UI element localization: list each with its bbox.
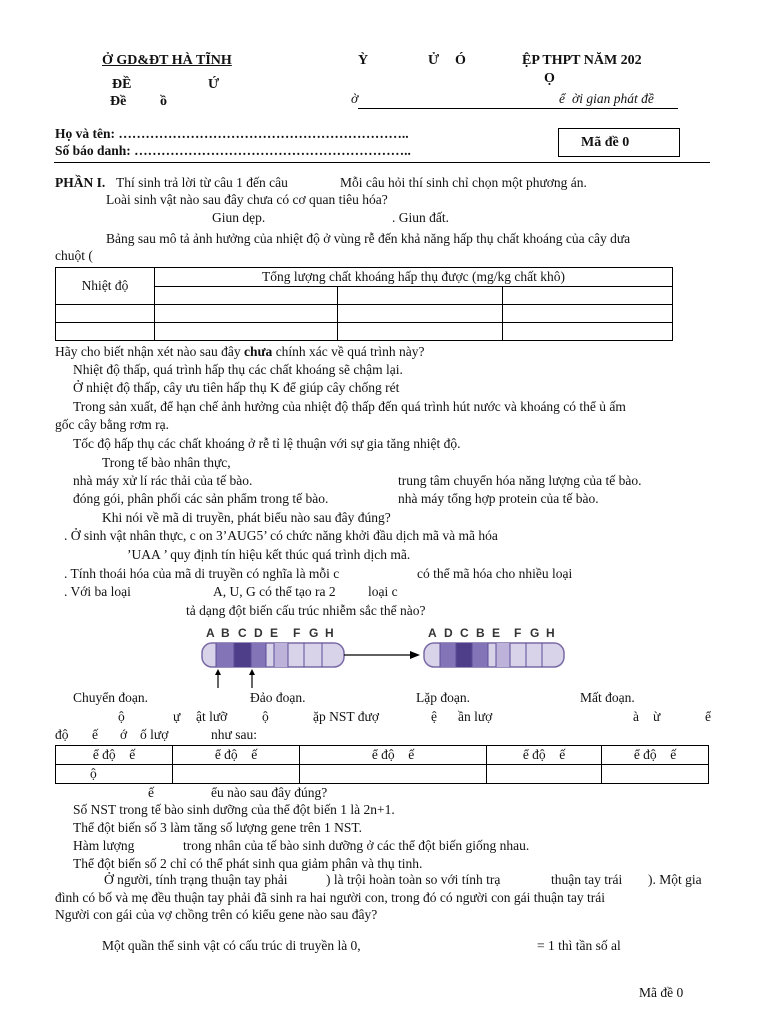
- question-4-text: Khi nói về mã di truyền, phát biểu nào sau đây đúng?: [102, 510, 391, 525]
- gene-label: E: [492, 626, 501, 640]
- part-intro-2: Mỗi câu hỏi thí sinh chỉ chọn một phương án.: [340, 175, 587, 190]
- table-header: [173, 746, 300, 765]
- table-header: [56, 746, 173, 765]
- prompt-text: Hãy cho biết nhận xét nào sau đây: [55, 344, 241, 359]
- question-2-text: Bảng sau mô tả ảnh hưởng của nhiệt độ ở vùng rễ đến khả năng hấp thụ chất khoáng của cây dưa: [106, 231, 631, 246]
- question-5-option-a: Chuyển đoạn.: [73, 690, 148, 705]
- exam-code: Mã đề 0: [581, 135, 630, 150]
- gene-label: B: [221, 626, 230, 640]
- header-text: ể độ: [633, 747, 657, 762]
- q6-fragment: ố lượ: [140, 727, 169, 742]
- q6-fragment: ế: [92, 727, 98, 742]
- question-4-option-c-cont: có thể mã hóa cho nhiều loại: [417, 566, 573, 581]
- chromosome-mutation-diagram: [196, 624, 566, 690]
- gene-label: G: [530, 626, 540, 640]
- arrow-head-icon: [249, 669, 255, 675]
- gene-label: C: [460, 626, 469, 640]
- arrow-head-icon: [215, 669, 221, 675]
- table-header-absorption: Tổng lượng chất khoáng hấp thụ được (mg/kg chất khô): [155, 268, 673, 287]
- chromosome-band: [456, 643, 472, 667]
- table-cell: [56, 305, 155, 323]
- question-4-option-d: . Với ba loại: [64, 584, 131, 599]
- table-cell: [338, 287, 503, 305]
- question-8-text: Một quần thể sinh vật có cấu trúc di truyền là 0,: [102, 938, 361, 953]
- q6-fragment: như sau:: [211, 727, 257, 742]
- question-4-option-a-cont: ’UAA ’ quy định tín hiệu kết thúc quá trình dịch mã.: [127, 547, 411, 562]
- page-count-label: Đề: [110, 94, 127, 109]
- chromosome-band: [496, 643, 510, 667]
- chromosome-band: [216, 643, 234, 667]
- q6-fragment: ộ: [262, 709, 269, 724]
- question-6-option-a: Số NST trong tế bào sinh dưỡng của thể đột biến 1 là 2n+1.: [73, 802, 395, 817]
- question-1-option-b: Giun dẹp.: [212, 210, 266, 225]
- q6-fragment: độ: [55, 727, 69, 742]
- chromosome-after: [424, 626, 564, 667]
- table-header-temperature: Nhiệt độ: [56, 268, 155, 305]
- header-text: ể độ: [92, 747, 116, 762]
- exam-title-fragment: Ử: [428, 53, 440, 68]
- chromosome-band: [472, 643, 488, 667]
- time-fragment: ờ: [351, 91, 359, 106]
- gene-label: F: [514, 626, 522, 640]
- department-name: Ở GD&ĐT HÀ TĨNH: [102, 53, 232, 68]
- table-cell: [155, 287, 338, 305]
- table-cell: [338, 305, 503, 323]
- section-divider: [54, 162, 710, 163]
- gene-label: E: [270, 626, 279, 640]
- q6-fragment: ặp NST đượ: [313, 709, 379, 724]
- q6-fragment: à: [633, 709, 639, 724]
- q6-fragment: ớ: [120, 727, 128, 742]
- header-text: ế: [129, 747, 136, 762]
- gene-label: H: [546, 626, 555, 640]
- question-3-option-c: đóng gói, phân phối các sản phẩm trong tế bào.: [73, 491, 329, 506]
- question-4-option-d-mid: A, U, G có thể tạo ra 2: [213, 584, 336, 599]
- question-7-text-line2: đình có bố và mẹ đều thuận tay phải đã sinh ra hai người con, trong đó có người con gái thuận tay trái: [55, 890, 606, 905]
- table-cell: [56, 323, 155, 341]
- part-heading: PHẦN I.: [55, 175, 106, 190]
- question-5-option-b: Đảo đoạn.: [250, 690, 306, 705]
- q6-fragment: ộ: [118, 709, 125, 724]
- prompt-text: chính xác về quá trình này?: [275, 344, 425, 359]
- header-text: ể độ: [371, 747, 395, 762]
- question-2-prompt: [55, 345, 425, 359]
- question-3-option-b: trung tâm chuyển hóa năng lượng của tế bào.: [398, 473, 642, 488]
- question-7-text-line3: Người con gái của vợ chồng trên có kiểu gene nào sau đây?: [55, 907, 378, 922]
- table-cell: [503, 323, 673, 341]
- q6-fragment: ật lưỡ: [196, 709, 228, 724]
- footer-exam-code: Mã đề 0: [639, 985, 684, 1000]
- exam-title-fragment: Ọ: [544, 71, 555, 86]
- question-6-option-c: Hàm lượng: [73, 838, 135, 853]
- chromosome-band: [274, 643, 288, 667]
- gene-label: F: [293, 626, 301, 640]
- official-exam-label: ĐỀ: [112, 77, 132, 92]
- q6-fragment: ự: [173, 709, 181, 724]
- question-4-option-c: . Tính thoái hóa của mã di truyền có nghĩa là mỗi c: [64, 566, 340, 581]
- question-7-text-cont: ). Một gia: [648, 872, 702, 887]
- question-7-text: Ở người, tính trạng thuận tay phải: [104, 872, 288, 887]
- mineral-absorption-table: [55, 267, 673, 341]
- question-4-option-a: . Ở sinh vật nhân thực, c on 3’AUG5’ có chức năng khởi đầu dịch mã và mã hóa: [64, 528, 498, 543]
- gene-label: C: [238, 626, 247, 640]
- official-exam-fragment: Ứ: [208, 77, 220, 92]
- gene-label: D: [254, 626, 263, 640]
- gene-label: H: [325, 626, 334, 640]
- exam-title-fragment: Ỳ: [358, 53, 369, 68]
- question-6-option-d: Thể đột biến số 2 chỉ có thể phát sinh qua giảm phân và thụ tinh.: [73, 856, 423, 871]
- question-8-text-cont: = 1 thì tần số al: [537, 938, 621, 953]
- table-cell: [300, 765, 487, 784]
- question-5-option-d: Mất đoạn.: [580, 690, 635, 705]
- gene-label: B: [476, 626, 485, 640]
- q6-fragment: ể: [705, 709, 711, 724]
- q6-fragment: ừ: [653, 709, 661, 724]
- header-text: ế: [251, 747, 258, 762]
- header-text: ế: [559, 747, 566, 762]
- time-fragment: ể: [559, 91, 565, 106]
- chromosome-band: [251, 643, 266, 667]
- chromosome-before: [202, 626, 344, 688]
- table-cell: [155, 305, 338, 323]
- question-6-option-c-cont: trong nhân của tế bào sinh dưỡng ở các thể đột biến giống nhau.: [183, 838, 530, 853]
- question-3-option-d: nhà máy tổng hợp protein của tế bào.: [398, 491, 599, 506]
- question-4-option-d-end: loại c: [368, 584, 398, 599]
- chromosome-band: [440, 643, 456, 667]
- question-1-option-d: . Giun đất.: [392, 210, 449, 225]
- table-cell: [503, 305, 673, 323]
- header-text: ể độ: [214, 747, 238, 762]
- question-2-option-d: Tốc độ hấp thụ các chất khoáng ở rễ tỉ lệ thuận với sự gia tăng nhiệt độ.: [73, 436, 461, 451]
- exam-title-fragment: Ó: [455, 53, 466, 68]
- exam-code-box: [558, 128, 680, 157]
- table-header: [487, 746, 602, 765]
- question-7-text-cont: thuận tay trái: [551, 872, 623, 887]
- question-1-text: Loài sinh vật nào sau đây chưa có cơ quan tiêu hóa?: [106, 192, 388, 207]
- question-2-option-c-cont: gốc cây bằng rơm rạ.: [55, 417, 169, 432]
- table-header: [300, 746, 487, 765]
- table-row-label: ộ: [56, 765, 173, 784]
- exam-title: ỆP THPT NĂM 202: [522, 53, 642, 68]
- question-2-option-c: Trong sản xuất, để hạn chế ảnh hưởng của nhiệt độ thấp đến quá trình hút nước và khoáng có thể ủ ấm: [73, 399, 626, 414]
- question-5-text: tả dạng đột biến cấu trúc nhiễm sắc thể nào?: [186, 603, 426, 618]
- gene-label: G: [309, 626, 319, 640]
- question-2-text-cont: chuột (: [55, 248, 93, 263]
- question-2-option-b: Ở nhiệt độ thấp, cây ưu tiên hấp thụ K để giúp cây chống rét: [73, 380, 400, 395]
- q6-fragment: ần lượ: [458, 709, 493, 724]
- gene-label: D: [444, 626, 453, 640]
- table-cell: [487, 765, 602, 784]
- question-2-option-a: Nhiệt độ thấp, quá trình hấp thụ các chất khoáng sẽ chậm lại.: [73, 362, 403, 377]
- header-text: ế: [670, 747, 677, 762]
- table-header: [602, 746, 709, 765]
- question-6-prompt: ểu nào sau đây đúng?: [211, 785, 328, 800]
- candidate-id-field: Số báo danh: ……………………………………………………..: [55, 143, 411, 158]
- table-cell: [503, 287, 673, 305]
- table-cell: [338, 323, 503, 341]
- page-count-fragment: ồ: [160, 94, 167, 109]
- header-text: ể độ: [522, 747, 546, 762]
- table-cell: [602, 765, 709, 784]
- question-7-text-cont: ) là trội hoàn toàn so với tính trạ: [326, 872, 501, 887]
- gene-label: A: [206, 626, 215, 640]
- time-note: ời gian phát đề: [572, 91, 654, 106]
- question-5-option-c: Lặp đoạn.: [416, 690, 470, 705]
- chromosome-band: [234, 643, 251, 667]
- question-6-option-b: Thể đột biến số 3 làm tăng số lượng gene trên 1 NST.: [73, 820, 363, 835]
- candidate-name-field: Họ và tên: ………………………………………………………..: [55, 126, 409, 141]
- prompt-emphasis: chưa: [243, 344, 273, 359]
- table-cell: [155, 323, 338, 341]
- header-text: ế: [408, 747, 415, 762]
- arrow-right-icon: [410, 651, 420, 659]
- mutant-chromosome-table: [55, 745, 709, 784]
- question-3-text: Trong tế bào nhân thực,: [102, 455, 231, 470]
- header-rule: [358, 108, 678, 109]
- part-intro: Thí sinh trả lời từ câu 1 đến câu: [116, 175, 288, 190]
- table-cell: [173, 765, 300, 784]
- q6-fragment: ệ: [431, 709, 437, 724]
- question-3-option-a: nhà máy xử lí rác thải của tế bào.: [73, 473, 253, 488]
- gene-label: A: [428, 626, 437, 640]
- q6-fragment: ế: [148, 785, 154, 800]
